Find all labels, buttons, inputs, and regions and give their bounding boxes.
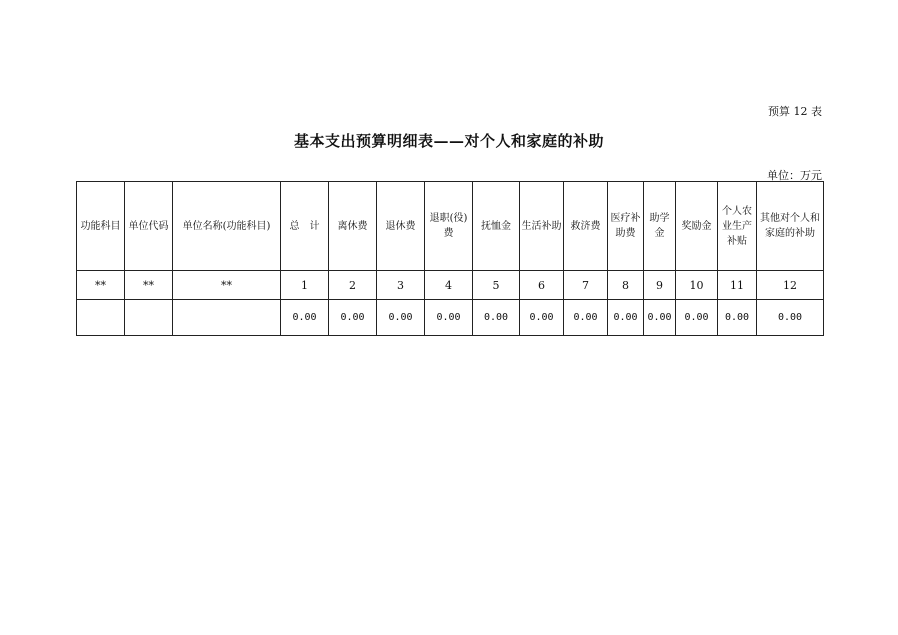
index-cell: ** [77,271,125,300]
header-cell: 医疗补助费 [608,182,644,271]
index-cell: ** [173,271,281,300]
data-cell: 0.00 [608,300,644,336]
data-cell: 0.00 [757,300,824,336]
data-cell: 0.00 [520,300,564,336]
data-cell: 0.00 [425,300,473,336]
header-row [77,182,824,271]
data-row [77,300,824,336]
data-cell: 0.00 [377,300,425,336]
index-cell: 2 [329,271,377,300]
data-cell [125,300,173,336]
index-cell: ** [125,271,173,300]
data-cell: 0.00 [564,300,608,336]
form-number: 预算 12 表 [768,105,822,118]
header-cell: 退职(役)费 [425,182,473,271]
page-title: 基本支出预算明细表——对个人和家庭的补助 [293,132,604,150]
data-cell: 0.00 [473,300,520,336]
header-cell: 功能科目 [77,182,125,271]
data-cell: 0.00 [329,300,377,336]
index-row [77,271,824,300]
header-cell: 总 计 [281,182,329,271]
index-cell: 8 [608,271,644,300]
header-cell: 个人农业生产补贴 [718,182,757,271]
index-cell: 3 [377,271,425,300]
index-cell: 4 [425,271,473,300]
subsidy-table [76,181,824,336]
header-cell: 退休费 [377,182,425,271]
data-cell [173,300,281,336]
header-cell: 离休费 [329,182,377,271]
index-cell: 10 [676,271,718,300]
index-cell: 9 [644,271,676,300]
index-cell: 7 [564,271,608,300]
header-cell: 其他对个人和家庭的补助 [757,182,824,271]
index-cell: 12 [757,271,824,300]
index-cell: 1 [281,271,329,300]
data-cell: 0.00 [644,300,676,336]
header-cell: 抚恤金 [473,182,520,271]
header-cell: 单位名称(功能科目) [173,182,281,271]
index-cell: 6 [520,271,564,300]
data-cell: 0.00 [676,300,718,336]
index-cell: 5 [473,271,520,300]
data-cell: 0.00 [281,300,329,336]
header-cell: 助学金 [644,182,676,271]
unit-label: 单位：万元 [767,169,822,182]
data-cell [77,300,125,336]
header-cell: 奖励金 [676,182,718,271]
data-cell: 0.00 [718,300,757,336]
header-cell: 救济费 [564,182,608,271]
header-cell: 单位代码 [125,182,173,271]
index-cell: 11 [718,271,757,300]
header-cell: 生活补助 [520,182,564,271]
